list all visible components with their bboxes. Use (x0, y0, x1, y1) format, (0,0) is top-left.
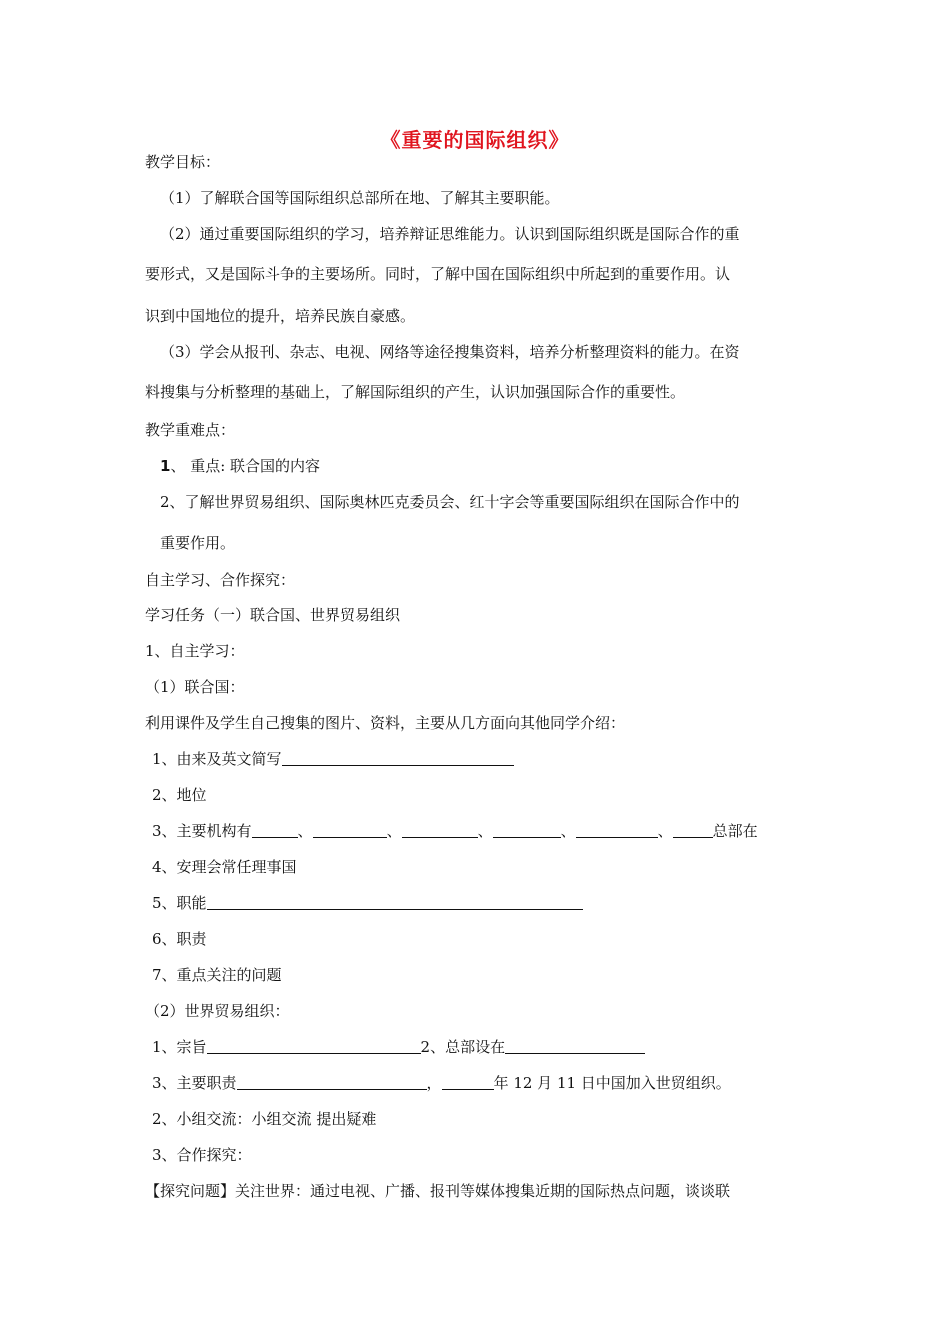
goal-1: （1）了解联合国等国际组织总部所在地、了解其主要职能。 (160, 189, 560, 207)
document-title: 《重要的国际组织》 (380, 128, 570, 152)
wto-year-blank[interactable] (442, 1073, 494, 1090)
goals-heading: 教学目标： (145, 153, 221, 171)
key-point-1-text: 、 重点: 联合国的内容 (170, 457, 321, 475)
un-item-3-label: 3、主要机构有 (152, 822, 252, 840)
wto-item-1 (152, 1037, 645, 1057)
wto-duty-blank[interactable] (237, 1073, 427, 1090)
separator: 、 (657, 822, 673, 840)
un-organ-blank-4[interactable] (493, 821, 561, 838)
wto-purpose-blank[interactable] (207, 1037, 421, 1054)
separator: 、 (386, 822, 402, 840)
un-organ-blank-2[interactable] (313, 821, 387, 838)
un-item-6: 6、职责 (152, 930, 207, 948)
goal-3-line-1: （3）学会从报刊、杂志、电视、网络等途径搜集资料，培养分析整理资料的能力。在资 (160, 343, 740, 361)
un-item-1 (152, 749, 514, 769)
group-discussion: 2、小组交流：小组交流 提出疑难 (152, 1110, 377, 1128)
goal-2-line-1: （2）通过重要国际组织的学习，培养辩证思维能力。认识到国际组织既是国际合作的重 (160, 225, 740, 243)
key-points-heading: 教学重难点： (145, 421, 236, 439)
un-intro: 利用课件及学生自己搜集的图片、资料，主要从几方面向其他同学介绍： (145, 714, 626, 732)
key-point-2-line-2: 重要作用。 (160, 534, 236, 552)
wto-hq-blank[interactable] (505, 1037, 645, 1054)
key-point-1 (160, 456, 320, 476)
key-point-1-number: 1 (160, 457, 171, 475)
separator: 、 (297, 822, 313, 840)
task-1-heading: 学习任务（一）联合国、世界贸易组织 (145, 606, 401, 624)
wto-item-3-label: 3、主要职责 (152, 1074, 237, 1092)
un-item-1-label: 1、由来及英文简写 (152, 750, 282, 768)
un-item-5-label: 5、职能 (152, 894, 207, 912)
separator: 、 (477, 822, 493, 840)
un-item-5 (152, 893, 583, 913)
un-organ-blank-6[interactable] (673, 821, 713, 838)
wto-item-3 (152, 1073, 731, 1093)
un-item-2: 2、地位 (152, 786, 207, 804)
wto-item-2-label: 2、总部设在 (420, 1038, 506, 1056)
self-study-heading: 自主学习、合作探究： (145, 571, 296, 589)
un-heading: （1）联合国： (145, 678, 245, 696)
separator: 、 (560, 822, 576, 840)
un-hq-label: 总部在 (712, 822, 758, 840)
goal-2-line-3: 识到中国地位的提升，培养民族自豪感。 (145, 307, 416, 325)
inquiry-question: 【探究问题】关注世界：通过电视、广播、报刊等媒体搜集近期的国际热点问题，谈谈联 (145, 1182, 731, 1200)
comma: ， (426, 1074, 442, 1092)
goal-3-line-2: 料搜集与分析整理的基础上，了解国际组织的产生，认识加强国际合作的重要性。 (145, 383, 686, 401)
un-item-3 (152, 821, 758, 841)
un-organ-blank-5[interactable] (576, 821, 658, 838)
wto-item-3-tail: 年 12 月 11 日中国加入世贸组织。 (493, 1074, 731, 1092)
un-item-7: 7、重点关注的问题 (152, 966, 282, 984)
un-organ-blank-1[interactable] (252, 821, 298, 838)
un-item-4: 4、安理会常任理事国 (152, 858, 297, 876)
un-organ-blank-3[interactable] (402, 821, 478, 838)
un-item-5-blank[interactable] (207, 893, 583, 910)
un-item-1-blank[interactable] (282, 749, 514, 766)
cooperative-inquiry: 3、合作探究： (152, 1146, 252, 1164)
key-point-2-line-1: 2、了解世界贸易组织、国际奥林匹克委员会、红十字会等重要国际组织在国际合作中的 (160, 493, 740, 511)
step-1-heading: 1、自主学习： (145, 642, 245, 660)
wto-heading: （2）世界贸易组织： (145, 1002, 290, 1020)
wto-item-1-label: 1、宗旨 (152, 1038, 207, 1056)
goal-2-line-2: 要形式，又是国际斗争的主要场所。同时，了解中国在国际组织中所起到的重要作用。认 (145, 265, 731, 283)
